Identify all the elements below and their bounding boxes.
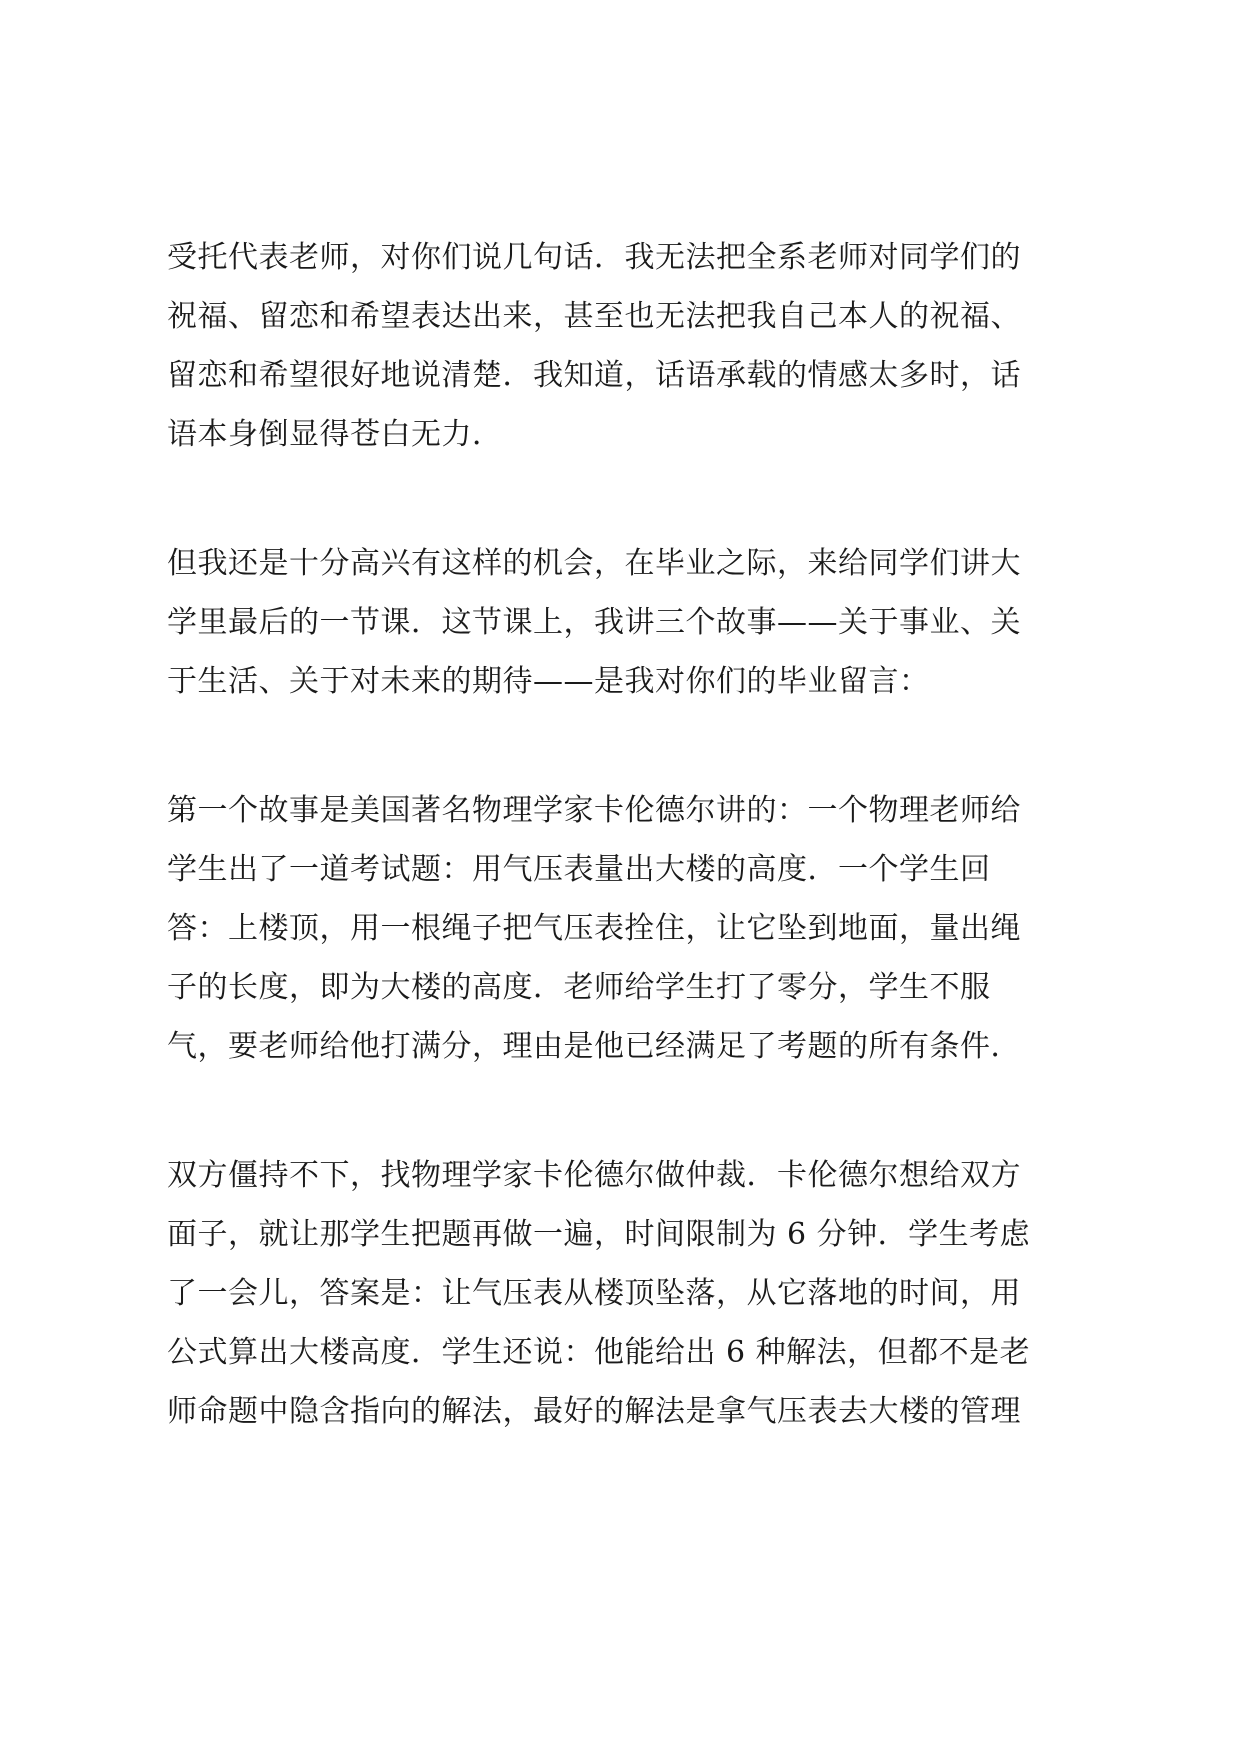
text-line: 留恋和希望很好地说清楚．我知道，话语承载的情感太多时，话	[167, 358, 1021, 393]
body-text	[167, 228, 1097, 1511]
text-line: 学里最后的一节课．这节课上，我讲三个故事——关于事业、关	[167, 605, 1021, 640]
text-line: 答：上楼顶，用一根绳子把气压表拴住，让它坠到地面，量出绳	[167, 911, 1021, 946]
paragraph-2	[167, 534, 1097, 711]
text-line: 语本身倒显得苍白无力．	[167, 417, 503, 452]
text-line: 祝福、留恋和希望表达出来，甚至也无法把我自己本人的祝福、	[167, 299, 1021, 334]
text-line: 双方僵持不下，找物理学家卡伦德尔做仲裁．卡伦德尔想给双方	[167, 1158, 1021, 1193]
text-line: 受托代表老师，对你们说几句话．我无法把全系老师对同学们的	[167, 240, 1021, 275]
text-line: 但我还是十分高兴有这样的机会，在毕业之际，来给同学们讲大	[167, 546, 1021, 581]
text-line: 公式算出大楼高度．学生还说：他能给出 6 种解法，但都不是老	[167, 1335, 1031, 1370]
text-line: 子的长度，即为大楼的高度．老师给学生打了零分，学生不服	[167, 970, 991, 1005]
text-line: 面子，就让那学生把题再做一遍，时间限制为 6 分钟．学生考虑	[167, 1217, 1031, 1252]
text-line: 了一会儿，答案是：让气压表从楼顶坠落，从它落地的时间，用	[167, 1276, 1021, 1311]
paragraph-1	[167, 228, 1097, 464]
paragraph-4	[167, 1146, 1097, 1441]
paragraph-3	[167, 781, 1097, 1076]
text-line: 气，要老师给他打满分，理由是他已经满足了考题的所有条件．	[167, 1029, 1021, 1064]
text-line: 师命题中隐含指向的解法，最好的解法是拿气压表去大楼的管理	[167, 1394, 1021, 1429]
text-line: 学生出了一道考试题：用气压表量出大楼的高度．一个学生回	[167, 852, 991, 887]
text-line: 于生活、关于对未来的期待——是我对你们的毕业留言：	[167, 664, 930, 699]
text-line: 第一个故事是美国著名物理学家卡伦德尔讲的：一个物理老师给	[167, 793, 1021, 828]
